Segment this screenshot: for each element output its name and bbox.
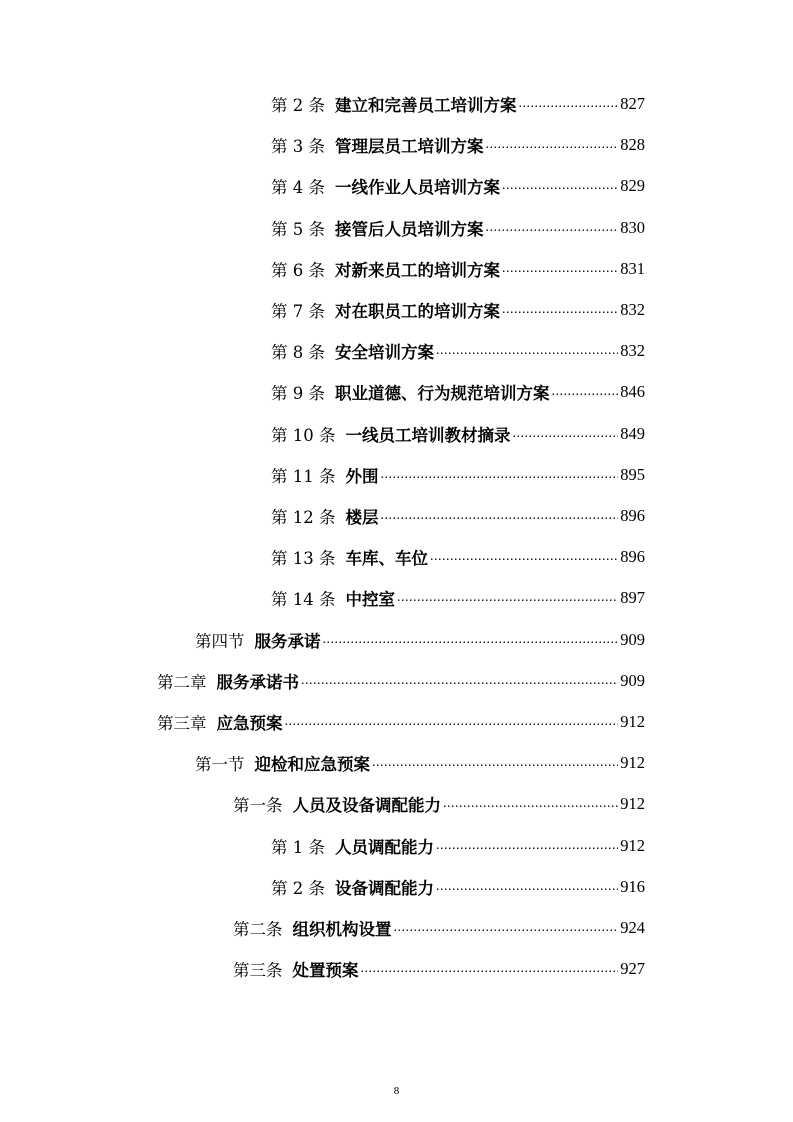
- toc-entry-page: 912: [620, 712, 645, 731]
- toc-entry[interactable]: [157, 667, 645, 695]
- toc-entry[interactable]: [271, 172, 645, 200]
- toc-dot-leader: [372, 754, 618, 772]
- toc-dot-leader: [436, 342, 618, 360]
- toc-entry-page: 912: [620, 835, 645, 855]
- toc-dot-leader: [436, 878, 618, 896]
- toc-dot-leader: [502, 260, 618, 278]
- toc-entry[interactable]: [271, 214, 645, 242]
- toc-entry-title: 建立和完善员工培训方案: [335, 96, 517, 115]
- toc-entry-page: 912: [620, 794, 645, 814]
- toc-entry-number: 第三条: [233, 961, 283, 981]
- toc-entry-page: 829: [620, 176, 645, 196]
- toc-dot-leader: [381, 466, 619, 484]
- toc-dot-leader: [430, 548, 618, 566]
- toc-entry-page: 849: [620, 423, 645, 443]
- toc-entry-number: 第 8 条: [271, 343, 325, 363]
- toc-dot-leader: [285, 713, 619, 731]
- toc-entry-page: 828: [620, 135, 645, 155]
- toc-entry-title: 处置预案: [292, 961, 359, 981]
- toc-entry[interactable]: [271, 584, 645, 612]
- toc-entry-title: 人员调配能力: [335, 837, 434, 857]
- toc-entry-number: 第 10 条: [271, 425, 336, 445]
- toc-entry[interactable]: [271, 502, 645, 530]
- toc-dot-leader: [486, 136, 619, 154]
- toc-dot-leader: [443, 795, 618, 813]
- toc-dot-leader: [361, 960, 619, 978]
- toc-entry-page: 846: [620, 382, 645, 402]
- toc-entry-page: 897: [620, 588, 645, 608]
- toc-entry-number: 第 4 条: [271, 178, 325, 198]
- toc-dot-leader: [397, 589, 618, 607]
- toc-entry-page: 909: [620, 629, 645, 649]
- toc-entry[interactable]: [271, 832, 645, 860]
- toc-entry-title: 接管后人员培训方案: [335, 219, 484, 239]
- toc-entry-title: 对在职员工的培训方案: [335, 302, 500, 321]
- toc-dot-leader: [301, 672, 618, 690]
- toc-entry-title: 职业道德、行为规范培训方案: [335, 384, 550, 404]
- toc-dot-leader: [436, 837, 618, 855]
- toc-entry-page: 831: [620, 258, 645, 278]
- toc-entry-title: 对新来员工的培训方案: [335, 260, 500, 280]
- toc-entry[interactable]: [271, 378, 645, 406]
- toc-entry-title: 服务承诺书: [216, 672, 299, 692]
- toc-entry-number: 第三章: [157, 714, 207, 733]
- toc-entry[interactable]: [233, 914, 645, 942]
- toc-entry-number: 第 12 条: [271, 508, 336, 527]
- toc-dot-leader: [502, 301, 618, 319]
- toc-entry[interactable]: [195, 749, 645, 777]
- toc-entry-page: 832: [620, 300, 645, 319]
- toc-entry-title: 管理层员工培训方案: [335, 137, 484, 157]
- toc-dot-leader: [552, 383, 619, 401]
- toc-entry[interactable]: [233, 955, 645, 983]
- toc-entry-number: 第 7 条: [271, 302, 325, 321]
- toc-entry-page: 896: [620, 506, 645, 525]
- toc-entry-title: 人员及设备调配能力: [292, 796, 441, 816]
- toc-entry-number: 第 1 条: [271, 837, 325, 857]
- toc-dot-leader: [394, 919, 619, 937]
- toc-entry-number: 第二条: [233, 920, 283, 939]
- toc-entry-number: 第一条: [233, 796, 283, 816]
- toc-entry-number: 第 14 条: [271, 590, 336, 610]
- toc-entry-number: 第四节: [195, 631, 245, 651]
- toc-entry[interactable]: [271, 337, 645, 365]
- toc-entry[interactable]: [271, 543, 645, 571]
- toc-entry-title: 应急预案: [216, 714, 283, 733]
- toc-dot-leader: [502, 177, 618, 195]
- toc-entry[interactable]: [271, 420, 645, 448]
- toc-entry[interactable]: [271, 255, 645, 283]
- toc-entry-title: 中控室: [345, 590, 395, 610]
- toc-entry-title: 组织机构设置: [292, 920, 392, 939]
- toc-entry-number: 第一节: [195, 755, 245, 775]
- toc-entry-page: 909: [620, 670, 645, 690]
- toc-entry[interactable]: [233, 790, 645, 818]
- toc-entry-number: 第 13 条: [271, 549, 336, 569]
- toc-dot-leader: [323, 631, 619, 649]
- toc-entry[interactable]: [195, 626, 645, 654]
- toc-entry-number: 第 11 条: [271, 466, 336, 486]
- toc-entry-title: 迎检和应急预案: [254, 755, 370, 775]
- toc-dot-leader: [486, 219, 619, 237]
- toc-entry-page: 830: [620, 217, 645, 237]
- toc-entry-page: 924: [620, 918, 645, 937]
- toc-entry-number: 第 9 条: [271, 384, 325, 404]
- toc-entry[interactable]: [157, 708, 645, 736]
- toc-entry[interactable]: [271, 90, 645, 118]
- toc-entry[interactable]: [271, 131, 645, 159]
- toc-entry-page: 916: [620, 876, 645, 896]
- toc-entry-page: 827: [620, 94, 645, 113]
- toc-entry-page: 895: [620, 464, 645, 484]
- toc-dot-leader: [381, 507, 619, 525]
- toc-entry-number: 第 2 条: [271, 878, 325, 898]
- toc-dot-leader: [519, 95, 619, 113]
- toc-entry-title: 服务承诺: [254, 631, 321, 651]
- toc-entry-number: 第 2 条: [271, 96, 325, 115]
- toc-entry-page: 927: [620, 959, 645, 979]
- toc-entry[interactable]: [271, 461, 645, 489]
- toc-entry-title: 一线作业人员培训方案: [335, 178, 500, 198]
- toc-entry-title: 安全培训方案: [335, 343, 434, 363]
- toc-entry-number: 第 3 条: [271, 137, 325, 157]
- page-number: 8: [393, 1085, 400, 1097]
- toc-entry-title: 车库、车位: [345, 549, 428, 569]
- toc-entry-page: 896: [620, 547, 645, 567]
- toc-entry-number: 第 6 条: [271, 260, 325, 280]
- toc-entry-number: 第 5 条: [271, 219, 325, 239]
- toc-entry-title: 设备调配能力: [335, 878, 434, 898]
- toc-entry[interactable]: [271, 873, 645, 901]
- toc-entry-page: 912: [620, 753, 645, 773]
- toc-entry-title: 一线员工培训教材摘录: [345, 425, 511, 445]
- toc-entry[interactable]: [271, 296, 645, 324]
- toc-entry-title: 外围: [345, 466, 379, 486]
- toc-dot-leader: [513, 425, 619, 443]
- toc-entry-title: 楼层: [345, 508, 379, 527]
- toc-entry-number: 第二章: [157, 672, 207, 692]
- toc-entry-page: 832: [620, 341, 645, 361]
